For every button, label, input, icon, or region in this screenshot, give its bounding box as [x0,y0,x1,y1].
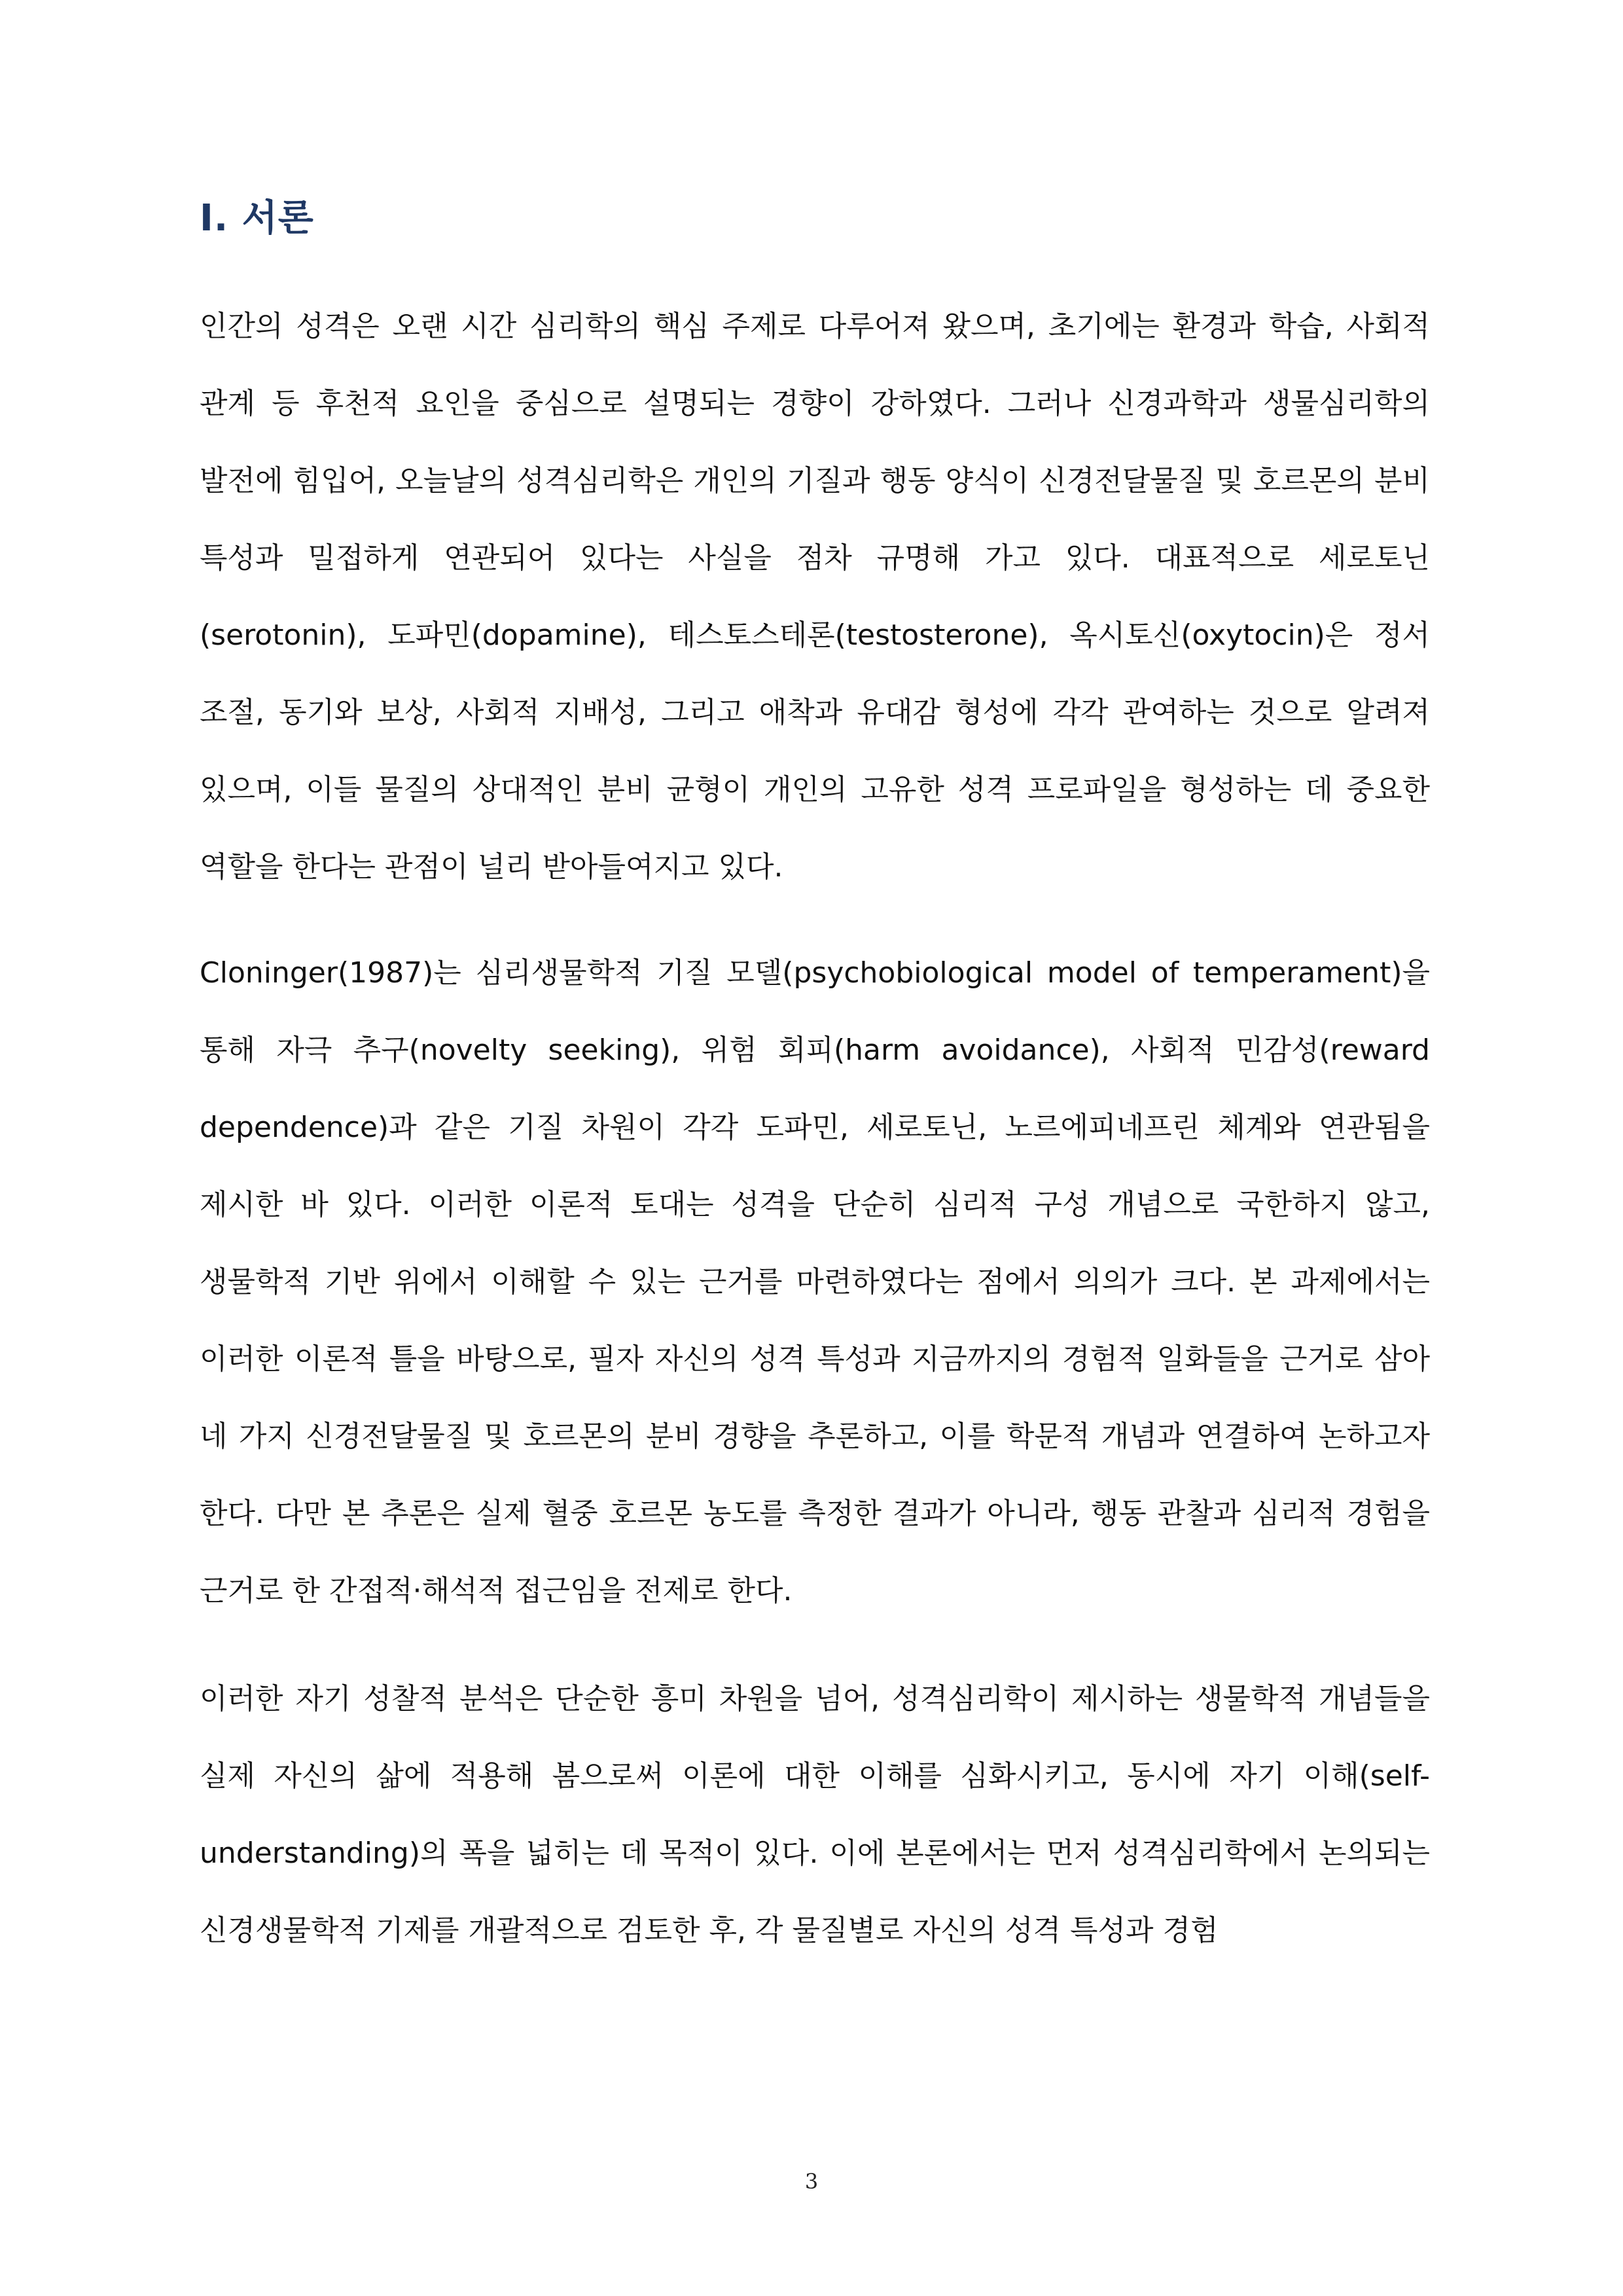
section-title: Ⅰ. 서론 [200,197,314,240]
paragraph-3: 이러한 자기 성찰적 분석은 단순한 흥미 차원을 넘어, 성격심리학이 제시하는 생물학적 개념들을 실제 자신의 삶에 적용해 봄으로써 이론에 대한 이해를 심화시키고, 동시에 자기 이해(self-understanding)의 폭을 넓히는 데 목적이 있다. 이에 본론에서는 먼저 성격심리학에서 논의되는 신경생물학적 기제를 개괄적으로 검토한 후, 각 물질별로 자신의 성격 특성과 경험 [200,1682,1431,1947]
page-number: 3 [804,2169,819,2194]
paragraph-1: 인간의 성격은 오랜 시간 심리학의 핵심 주제로 다루어져 왔으며, 초기에는 환경과 학습, 사회적 관계 등 후천적 요인을 중심으로 설명되는 경향이 강하였다. 그러나 신경과학과 생물심리학의 발전에 힘입어, 오늘날의 성격심리학은 개인의 기질과 행동 양식이 신경전달물질 및 호르몬의 분비 특성과 밀접하게 연관되어 있다는 사실을 점차 규명해 가고 있다. 대표적으로 세로토닌(serotonin), 도파민(dopamine), 테스토스테론(testosterone), 옥시토신(oxytocin)은 정서 조절, 동기와 보상, 사회적 지배성, 그리고 애착과 유대감 형성에 각각 관여하는 것으로 알려져 있으며, 이들 물질의 상대적인 분비 균형이 개인의 고유한 성격 프로파일을 형성하는 데 중요한 역할을 한다는 관점이 널리 받아들여지고 있다. [200,310,1430,884]
paragraph-2: Cloninger(1987)는 심리생물학적 기질 모델(psychobiological model of temperament)을 통해 자극 추구(novelty seeking), 위험 회피(harm avoidance), 사회적 민감성(reward dependence)과 같은 기질 차원이 각각 도파민, 세로토닌, 노르에피네프린 체계와 연관됨을 제시한 바 있다. 이러한 이론적 토대는 성격을 단순히 심리적 구성 개념으로 국한하지 않고, 생물학적 기반 위에서 이해할 수 있는 근거를 마련하였다는 점에서 의의가 크다. 본 과제에서는 이러한 이론적 틀을 바탕으로, 필자 자신의 성격 특성과 지금까지의 경험적 일화들을 근거로 삼아 네 가지 신경전달물질 및 호르몬의 분비 경향을 추론하고, 이를 학문적 개념과 연결하여 논하고자 한다. 다만 본 추론은 실제 혈중 호르몬 농도를 측정한 결과가 아니라, 행동 관찰과 심리적 경험을 근거로 한 간접적·해석적 접근임을 전제로 한다. [200,956,1430,1607]
